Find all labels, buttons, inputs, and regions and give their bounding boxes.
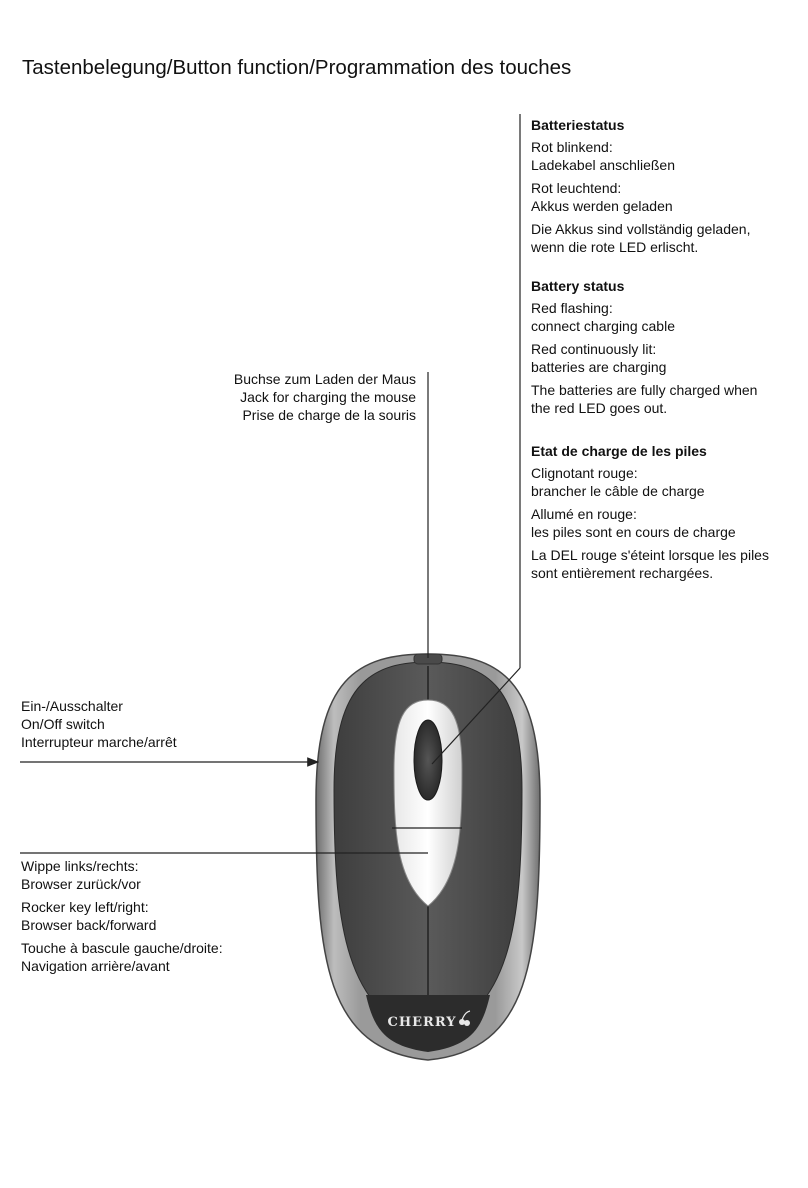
onoff-line: On/Off switch	[21, 716, 105, 732]
cherry-logo: CHERRY	[387, 1015, 457, 1030]
battery-line: sont entièrement rechargées.	[531, 565, 714, 581]
onoff-line: Interrupteur marche/arrêt	[21, 734, 177, 750]
rocker-line: Navigation arrière/avant	[21, 958, 170, 974]
battery-line: Red flashing:	[531, 300, 613, 316]
rocker-line: Browser back/forward	[21, 917, 157, 933]
battery-line: connect charging cable	[531, 318, 675, 334]
battery-line: les piles sont en cours de charge	[531, 524, 736, 540]
rocker-line: Browser zurück/vor	[21, 876, 141, 892]
jack-line: Prise de charge de la souris	[242, 407, 416, 423]
page-title: Tastenbelegung/Button function/Programmation des touches	[22, 56, 572, 79]
battery-line: Die Akkus sind vollständig geladen,	[531, 221, 751, 237]
battery-line: Clignotant rouge:	[531, 465, 638, 481]
battery-line: Red continuously lit:	[531, 341, 657, 357]
battery-line: Akkus werden geladen	[531, 198, 673, 214]
battery-heading-en: Battery status	[531, 278, 625, 294]
rocker-line: Touche à bascule gauche/droite:	[21, 940, 223, 956]
scroll-wheel-icon	[414, 720, 442, 800]
onoff-line: Ein-/Ausschalter	[21, 698, 123, 714]
battery-line: brancher le câble de charge	[531, 483, 705, 499]
battery-line: the red LED goes out.	[531, 400, 668, 416]
battery-line: Rot blinkend:	[531, 139, 613, 155]
battery-heading-de: Batteriestatus	[531, 117, 625, 133]
battery-line: Rot leuchtend:	[531, 180, 622, 196]
jack-line: Buchse zum Laden der Maus	[233, 371, 416, 387]
battery-line: La DEL rouge s'éteint lorsque les piles	[531, 547, 769, 563]
rocker-line: Rocker key left/right:	[21, 899, 149, 915]
battery-line: Allumé en rouge:	[531, 506, 637, 522]
battery-line: wenn die rote LED erlischt.	[531, 239, 699, 255]
battery-heading-fr: Etat de charge de les piles	[531, 443, 707, 459]
battery-line: The batteries are fully charged when	[531, 382, 758, 398]
jack-line: Jack for charging the mouse	[240, 389, 416, 405]
rocker-line: Wippe links/rechts:	[21, 858, 139, 874]
battery-line: Ladekabel anschließen	[531, 157, 675, 173]
battery-line: batteries are charging	[531, 359, 667, 375]
